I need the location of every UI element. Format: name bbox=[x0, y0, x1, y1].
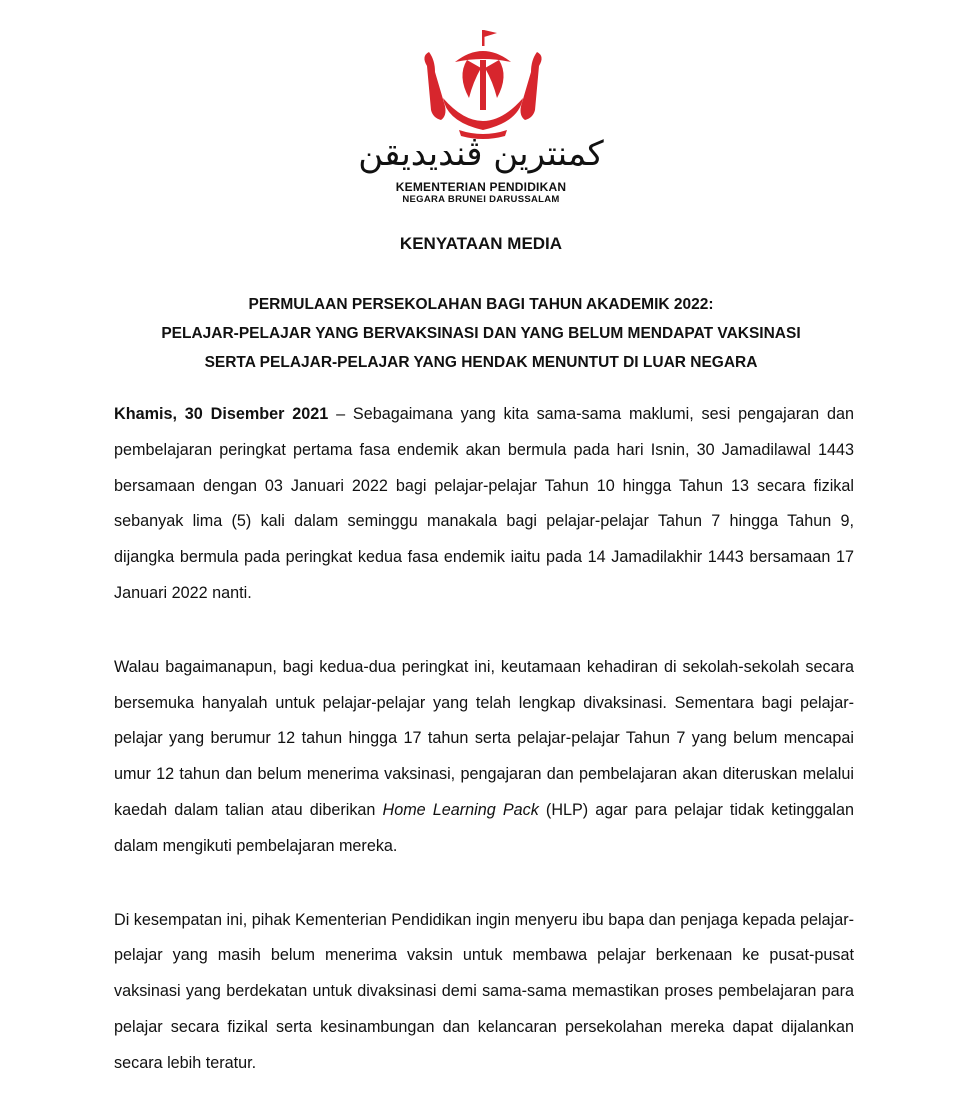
paragraph-1 bbox=[114, 397, 854, 612]
document-title bbox=[0, 290, 962, 377]
brunei-crest-icon bbox=[419, 26, 547, 144]
paragraph-text: – Sebagaimana yang kita sama-sama maklumi, sesi pengajaran dan pembelajaran peringkat pertama fasa endemik akan bermula pada hari Isnin, 30 Jamadilawal 1443 bersamaan dengan 03 Januari 2022 bagi pelajar-pelajar Tahun 10 hingga Tahun 13 secara fizikal sebanyak lima (5) kali dalam seminggu manakala bagi pelajar-pelajar Tahun 7 hingga Tahun 9, dijangka bermula pada peringkat kedua fasa endemik iaitu pada 14 Jamadilakhir 1443 bersamaan 17 Januari 2022 nanti. bbox=[114, 405, 854, 602]
document-body bbox=[114, 397, 854, 1120]
title-line: PELAJAR-PELAJAR YANG BERVAKSINASI DAN YANG BELUM MENDAPAT VAKSINASI bbox=[161, 325, 801, 342]
dateline: Khamis, 30 Disember 2021 bbox=[114, 405, 329, 423]
paragraph-text: (HLP) agar para pelajar tidak ketinggalan dalam mengikuti pembelajaran mereka. bbox=[114, 800, 854, 855]
document-heading: KENYATAAN MEDIA bbox=[399, 234, 563, 253]
paragraph-2 bbox=[114, 650, 854, 865]
paragraph-text: Di kesempatan ini, pihak Kementerian Pendidikan ingin menyeru ibu bapa dan penjaga kepada pelajar-pelajar yang masih belum menerima vaksin untuk membawa pelajar berkenaan ke pusat-pusat vaksinasi yang berdekatan untuk divaksinasi demi sama-sama memastikan proses pembelajaran para pelajar secara fizikal serta kesinambungan dan kelancaran persekolahan mereka dapat dijalankan secara lebih teratur. bbox=[114, 910, 854, 1072]
country-name: NEGARA BRUNEI DARUSSALAM bbox=[402, 194, 560, 205]
paragraph-3 bbox=[114, 903, 854, 1082]
paragraph-text: Walau bagaimanapun, bagi kedua-dua peringkat ini, keutamaan kehadiran di sekolah-sekolah secara bersemuka hanyalah untuk pelajar-pelajar yang telah lengkap divaksinasi. Sementara bagi pelajar-pelajar yang berumur 12 tahun hingga 17 tahun serta pelajar-pelajar Tahun 7 yang belum mencapai umur 12 tahun dan belum menerima vaksinasi, pengajaran dan pembelajaran akan diteruskan melalui kaedah dalam talian atau diberikan bbox=[114, 657, 854, 819]
ministry-name: KEMENTERIAN PENDIDIKAN bbox=[395, 180, 567, 194]
ministry-arabic-name: كمنترين ڤنديديقن bbox=[358, 134, 604, 174]
title-line: SERTA PELAJAR-PELAJAR YANG HENDAK MENUNTUT DI LUAR NEGARA bbox=[204, 354, 758, 371]
title-line: PERMULAAN PERSEKOLAHAN BAGI TAHUN AKADEMIK 2022: bbox=[248, 296, 714, 313]
italic-term: Home Learning Pack bbox=[382, 800, 539, 819]
